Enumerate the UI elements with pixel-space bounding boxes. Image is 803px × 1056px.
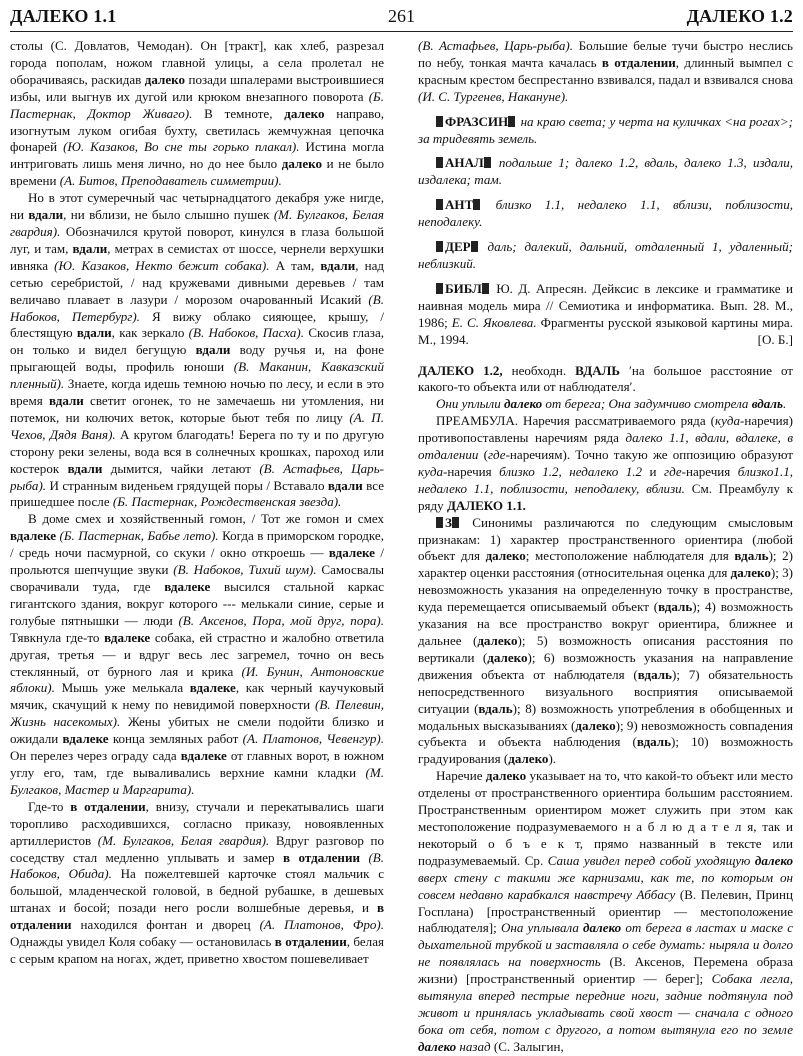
right-paragraph: Они уплыли далеко от берега; Она задумчиво смотрела вдаль. — [436, 396, 787, 412]
left-paragraph: Но в этот сумеречный час четырнадцатого декабря уже нигде, ни вдали, ни вблизи, не было слышно пушек (М. Булгаков, Белая гвардия). Обозначился крутой поворот, кинулся в глаза большой луг, и там, вдали, метрах в семистах от шоссе, чернели верхушки ивняка (Ю. Казаков, Некто бежит собака). А там, вдали, над сетью серебристой, / над кружевами дивными деревьев / там величаво плавает в лазури / морозом очарованный Исакий (В. Набоков, Петербург). Я вижу облако сияющее, крышу, / блестящую вдали, как зеркало (В. Набоков, Пасха). Скосив глаза, он только и видел бегущую вдали воду ручья и, на фоне прыгающей воды, профиль юноши (В. Маканин, Кавказский пленный). Знаете, когда идешь темною ночью по лесу, и если в это время вдали светит огонек, то не замечаешь ни утомления, ни потемок, ни колючих веток, которые бьют тебя по лицу (А. П. Чехов, Дядя Ваня). А кругом благодать! Берега по ту и по другую сторону реки зелены, вода вся в солнечных крошках, пароход или костерок вдали дымится, чайки летают (В. Астафьев, Царь-рыба). И странным виденьем грядущей поры / Вставало вдали все пришедшее после (Б. Пастернак, Рождественская звезда). — [10, 190, 385, 510]
right-paragraph: Наречие далеко указывает на то, что какой-то объект или место отделены от пространственного ориентира большим расстоянием. Пространственным ориентиром может служить при этом как местоположение подразумеваемого н а б л ю д а т е л я, так и некоторый о б ъ е к т, прямо названный в тексте или подразумеваемый. Ср. Саша увидел перед собой уходящую далеко вверх стену с такими же карнизами, как те, по которым он совсем недавно карабкался навстречу Аббасу (В. Пелевин, Принц Госплана) [пространственный ориентир — местоположение наблюдателя]; Она уплывала далеко от берега в ластах и маске с дыхательной трубкой и заставляла о себе думать: ныряла и долго не появлялась на поверхность (В. Аксенов, Перемена образа жизни) [пространственный ориентир — берег]; Собака легла, вытянула вперед пестрые передние ноги, задние подтянула под живот и принялась укладывать свой хвост — сначала с одного бока от себя, потом с другого, а потом вытянула его по земле далеко назад (С. Залыгин, — [418, 768, 794, 1054]
section-marker-icon — [452, 517, 459, 528]
right-column — [418, 38, 793, 1056]
section-marker-icon — [436, 517, 443, 528]
section-marker-icon — [473, 199, 480, 210]
left-paragraph: В доме смех и хозяйственный гомон, / Тот же гомон и смех вдалеке (Б. Пастернак, Бабье лето). Когда в приморском городке, / средь ночи пасмурной, со скуки / окно откроешь — вдалеке / прольются шепчущие звуки (В. Набоков, Тихий шум). Самосвалы сворачивали туда, где вдалеке высился стальной каркас гигантского здания, вокруг которого --- мелькали синие, серые и голубые пятнышки — люди (В. Аксенов, Пора, мой друг, пора). Тявкнула где-то вдалеке собака, ей страстно и жалобно ответила другая, третья — и вдруг весь лес загремел, точно он весь стеклянный, от бурного лая и крика (И. Бунин, Антоновские яблоки). Мышь уже мелькала вдалеке, как черный каучуковый мячик, скачущий к нему по невидимой поверхности (В. Пелевин, Жизнь насекомых). Жены убитых не смели подойти близко и ожидали вдалеке конца земляных работ (А. Платонов, Чевенгур). Он перелез через ограду сада вдалеке от главных ворот, в южном углу его, там, где вываливались верхние камни кладки (М. Булгаков, Мастер и Маргарита). — [10, 511, 385, 797]
section-marker-icon — [436, 116, 443, 127]
running-header — [10, 4, 793, 30]
section-marker-icon — [471, 241, 478, 252]
section-marker-icon — [436, 199, 443, 210]
right-paragraph: ПРЕАМБУЛА. Наречия рассматриваемого ряда (куда-наречия) противопоставлены наречиям ряда далеко 1.1, вдали, вдалеке, в отдалении (где-наречиям). Точно такую же оппозицию образуют куда-наречия близко 1.2, недалеко 1.2 и где-наречия близко1.1, недалеко 1.1, поблизости, неподалеку, вблизи. См. Преамбулу к ряду ДАЛЕКО 1.1. — [418, 413, 794, 513]
left-paragraph: Где-то в отдалении, внизу, стучали и перекатывались шаги торопливо расходившихся, согласно приказу, новоявленных артиллеристов (М. Булгаков, Белая гвардия). Вдруг разговор по соседству стал медленно уплывать и замер в отдалении (В. Набоков, Обида). На пожелтевшей карточке стоял мальчик с большой, младенческой головой, в бедной рубашке, в дешевых штанах и босой; позади него росли волшебные деревья, и в отдалении находился фонтан и дворец (А. Платонов, Фро). Однажды увидел Коля собаку — остановилась в отдалении, белая с серым крапом на ногах, ждет, приветно хвостом пошевеливает — [10, 798, 385, 966]
section-marker-icon — [484, 157, 491, 168]
section-marker-icon — [436, 241, 443, 252]
header-left-entry: ДАЛЕКО 1.1 — [10, 6, 117, 26]
section-marker-icon — [482, 283, 489, 294]
header-rule — [10, 31, 793, 32]
right-paragraph: ДЕР даль; далекий, дальний, отдаленный 1, удаленный; неблизкий. — [418, 239, 793, 271]
right-paragraph: АНАЛ подальше 1; далеко 1.2, вдаль, далеко 1.3, издали, издалека; там. — [418, 155, 794, 188]
page-number: 261 — [388, 6, 415, 26]
left-paragraph: столы (С. Довлатов, Чемодан). Он [тракт], как хлеб, разрезал города пополам, ножом главной улицы, а села пролетал не оборачиваясь, раскидав далеко позади шпалерами выстроившиеся избы, или выгнув их дугой или крюком внезапного поворота (Б. Пастернак, Доктор Живаго). В темноте, далеко направо, изогнутым луком огибая бухту, светилась жемчужная цепочка фонарей (Ю. Казаков, Во сне ты горько плакал). Истина могла интриговать лишь меня лично, но до нее было далеко и не было времени (А. Битов, Преподаватель симметрии). — [10, 38, 385, 189]
right-paragraph: З Синонимы различаются по следующим смысловым признакам: 1) характер пространственного ориентира (любой объект для далеко; местоположение наблюдателя для вдаль); 2) характер оценки расстояния (относительная оценка для далеко); 3) невозможность указания на определенную точку в пространстве, куда перемещается описываемый объект (вдаль); 4) возможность указания на все пространство вокруг ориентира, ближнее и дальнее (далеко); 5) возможность описания расстояния по вертикали (далеко); 6) возможность указания на направление движения объекта от наблюдателя (вдаль); 7) обязательность непосредственного визуального восприятия описываемой ситуации (вдаль); 8) возможность употребления в обобщенных и модальных высказываниях (далеко); 9) невозможность совпадения субъекта и объекта наблюдения (вдаль); 10) возможность градуирования (далеко). — [418, 514, 793, 767]
section-marker-icon — [436, 283, 443, 294]
section-marker-icon — [436, 157, 443, 168]
right-paragraph: БИБЛ Ю. Д. Апресян. Дейксис в лексике и грамматике и наивная модель мира // Семиотика и информатика. Вып. 28. М., 1986; Е. С. Яковлева. Фрагменты русской языковой картины мира. М., 1994. [О. Б.] — [418, 280, 793, 347]
left-column — [10, 38, 384, 968]
right-paragraph: АНТ близко 1.1, недалеко 1.1, вблизи, поблизости, неподалеку. — [418, 197, 793, 230]
right-paragraph: (В. Астафьев, Царь-рыба). Большие белые тучи быстро неслись по небу, тонкая мачта качалась в отдалении, длинный вымпел с красным крестом беспрестанно взвивался, падал и взвивался снова (И. С. Тургенев, Накануне). — [418, 38, 794, 104]
right-paragraph: ФРАЗСИН на краю света; у черта на куличках <на рогах>; за тридевять земель. — [418, 113, 793, 146]
section-marker-icon — [508, 116, 515, 127]
header-right-entry: ДАЛЕКО 1.2 — [686, 6, 793, 26]
right-paragraph: ДАЛЕКО 1.2, необходн. ВДАЛЬ ′на большое расстояние от какого-то объекта или от наблюдателя′. — [418, 362, 793, 395]
